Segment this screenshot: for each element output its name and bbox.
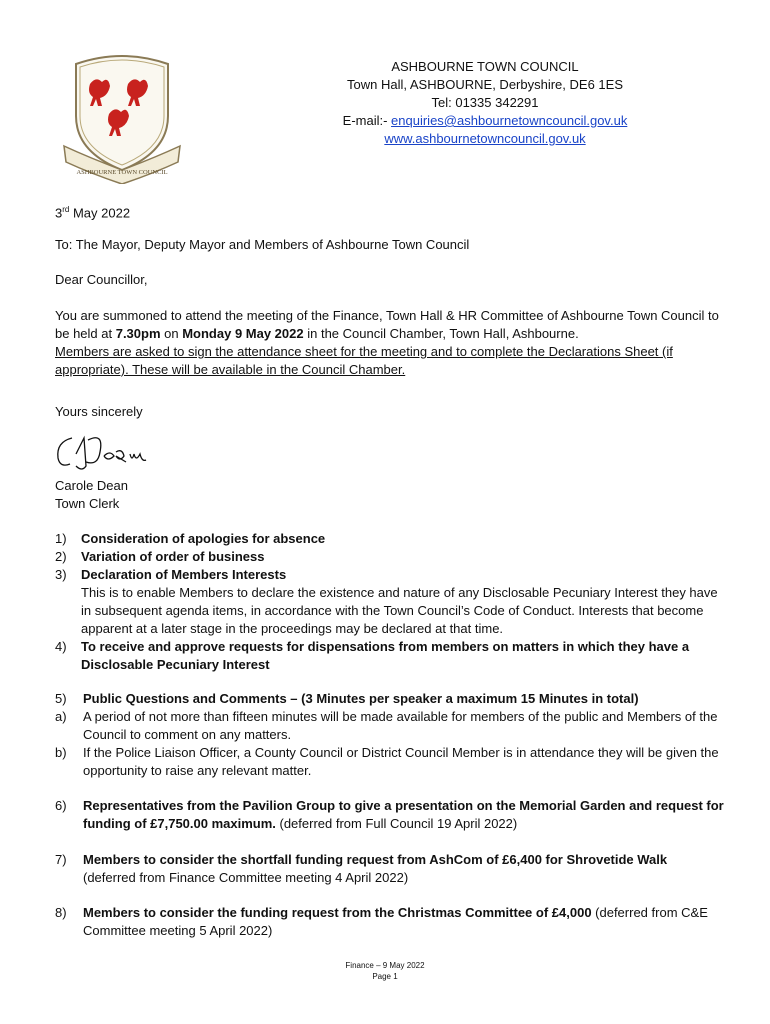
letterhead [290,58,680,148]
email-link[interactable]: enquiries@ashbournetowncouncil.gov.uk [391,113,628,128]
website-link[interactable]: www.ashbournetowncouncil.gov.uk [384,131,586,146]
agenda-item-6: 6) Representatives from the Pavilion Group to give a presentation on the Memorial Garden and request for funding of £7,750.00 maximum. (deferred from Full Council 19 April 2022) [55,798,724,831]
page-footer [0,960,770,982]
agenda-block-7 [55,851,725,887]
letter-closing: Yours sincerely [55,404,143,419]
council-website-line [290,130,680,148]
agenda-block-5 [55,690,725,780]
signatory-name: Carole Dean [55,478,128,493]
council-email-line [290,112,680,130]
email-prefix: E-mail:- [342,113,392,128]
crest-ribbon-text: ASHBOURNE TOWN COUNCIL [76,169,168,176]
council-address: Town Hall, ASHBOURNE, Derbyshire, DE6 1ES [347,77,623,92]
council-crest-logo [60,50,184,184]
meeting-time: 7.30pm [115,326,161,341]
meeting-day: Monday 9 May 2022 [182,326,304,341]
letter-recipients: To: The Mayor, Deputy Mayor and Members of Ashbourne Town Council [55,237,470,252]
handwritten-signature [52,428,172,474]
signatory-title: Town Clerk [55,496,120,511]
agenda-item-1: 1) Consideration of apologies for absence [55,531,326,546]
agenda-block-6 [55,797,725,833]
footer-meeting: Finance – 9 May 2022 [345,961,425,970]
agenda-item-3: 3) Declaration of Members Interests This is to enable Members to declare the existence and nature of any Disclosable Pecuniary Interest they have in subsequent agenda items, in accordance with the Town Council’s Code of Conduct. Interests that become apparent at a later stage in the proceedings may be declared at that time. [55,567,718,636]
agenda-item-3-text: This is to enable Members to declare the existence and nature of any Disclosable Pecuniary Interest they have in subsequent agenda items, in accordance with the Town Council’s Code of Conduct. Interests that become apparent at a later stage in the proceedings may be declared at that time. [81,585,718,636]
letter-salutation: Dear Councillor, [55,272,148,287]
agenda-item-5: 5) Public Questions and Comments – (3 Minutes per speaker a maximum 15 Minutes in total) [55,691,639,706]
council-name: ASHBOURNE TOWN COUNCIL [391,59,579,74]
attendance-note: Members are asked to sign the attendance sheet for the meeting and to complete the Declarations Sheet (if appropriate). These will be available in the Council Chamber. [55,344,673,377]
agenda-item-7: 7) Members to consider the shortfall funding request from AshCom of £6,400 for Shrovetide Walk (deferred from Finance Committee meeting 4 April 2022) [55,852,668,885]
council-phone: Tel: 01335 342291 [431,95,539,110]
agenda-item-4: 4) To receive and approve requests for dispensations from members on matters in which they have a Disclosable Pecuniary Interest [55,639,690,672]
agenda-item-8: 8) Members to consider the funding request from the Christmas Committee of £4,000 (deferred from C&E Committee meeting 5 April 2022) [55,905,708,938]
letter-body: You are summoned to attend the meeting of the Finance, Town Hall & HR Committee of Ashbourne Town Council to be held at 7.30pm on Monday 9 May 2022 in the Council Chamber, Town Hall, Ashbourne. Members are asked to sign the attendance sheet for the meeting and to complete the Declarations Sheet (if appropriate). These will be available in the Council Chamber. [55,308,719,377]
signatory [55,477,725,513]
agenda-item-5a: a) A period of not more than fifteen minutes will be made available for members of the public and Members of the Council to comment on any matters. [55,709,718,742]
letter-date: 3rd May 2022 [55,205,131,221]
agenda-item-2: 2) Variation of order of business [55,549,265,564]
agenda-block-8 [55,904,725,940]
footer-page-number: Page 1 [372,972,398,981]
agenda-block-1 [55,530,725,674]
agenda-item-5b: b) If the Police Liaison Officer, a County Council or District Council Member is in attendance they will be given the opportunity to raise any relevant matter. [55,745,719,778]
